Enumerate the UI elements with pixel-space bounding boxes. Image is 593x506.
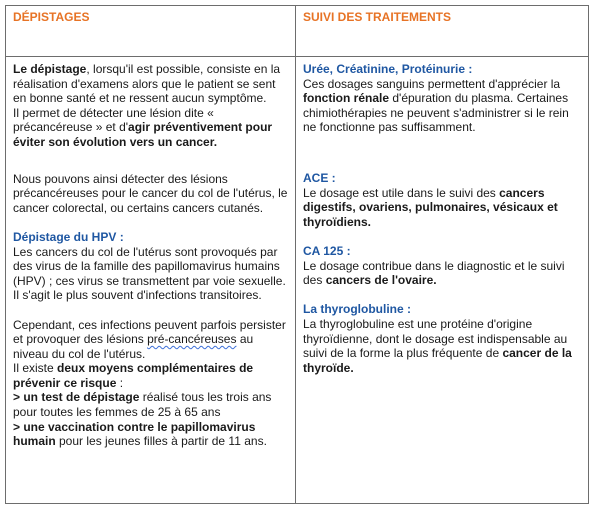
- screening-intro-paragraph: [13, 62, 289, 150]
- precancer-paragraph: Nous pouvons ainsi détecter des lésions précancéreuses pour le cancer du col de l'utérus, le cancer colorectal, ou certains cancers cutanés.: [13, 171, 288, 215]
- bold-text: cancers de l'ovaire.: [325, 273, 437, 288]
- body-text: Ces dosages sanguins permettent d'apprécier la: [303, 76, 561, 91]
- treatment-followup-cell: [296, 57, 589, 504]
- hpv-paragraph: Les cancers du col de l'utérus sont provoqués par des virus de la famille des papillomavirus humains (HPV) ; ces virus se transmettent par voie sexuelle. Il s'agit le plus souvent d'infections transitoires.: [13, 244, 286, 303]
- bold-text: Le dépistage: [13, 62, 87, 76]
- renal-paragraph: [303, 77, 582, 135]
- ca125-paragraph: [303, 259, 582, 288]
- body-text: d'épuration du plasma. Certaines chimiothérapies ne peuvent s'administrer si le rein ne fonctionne pas suffisamment.: [303, 91, 569, 135]
- bold-text: cancers digestifs, ovariens, pulmonaires, vésicaux et thyroïdiens.: [303, 185, 558, 229]
- body-text: , lorsqu'il est possible, consiste en la réalisation d'examens alors que le patient se sent en bonne santé et ne ressent aucun symptôme.: [13, 62, 281, 106]
- ace-section-title: ACE :: [303, 170, 336, 185]
- bold-text: cancer de la thyroïde.: [303, 346, 572, 375]
- thyroglobulin-paragraph: [303, 317, 582, 375]
- thyroglobulin-section-title: La thyroglobuline :: [303, 302, 411, 317]
- header-cell-treatment-followup: [296, 6, 589, 57]
- header-screening: DÉPISTAGES: [13, 10, 90, 24]
- body-text: Cependant, ces infections peuvent parfois persister et provoquer des lésions: [13, 317, 286, 347]
- body-text: au niveau du col de l'utérus.: [13, 332, 254, 361]
- body-text: Le dosage est utile dans le suivi des: [303, 185, 500, 200]
- hpv-section-title: Dépistage du HPV :: [13, 229, 124, 244]
- bold-text: deux moyens complémentaires de prévenir ce risque: [13, 361, 254, 390]
- body-text: pour les jeunes filles à partir de 11 ans.: [55, 434, 267, 449]
- header-row: [6, 6, 589, 57]
- bold-text: > une vaccination contre le papillomavirus humain: [13, 419, 256, 449]
- bold-text: fonction rénale: [303, 91, 390, 106]
- ca125-section-title: CA 125 :: [303, 243, 351, 258]
- body-text: Il existe: [13, 361, 58, 376]
- body-text: La thyroglobuline est une protéine d'origine thyroïdienne, dont le dosage est indispensable au suivi de la forme la plus fréquente de: [303, 316, 568, 361]
- bold-text: > un test de dépistage: [13, 390, 140, 405]
- body-text: Le dosage contribue dans le diagnostic et le suivi des: [303, 258, 565, 288]
- ace-paragraph: [303, 186, 582, 230]
- body-text: :: [116, 375, 124, 390]
- content-row: [6, 57, 589, 504]
- screening-cell: [6, 57, 296, 504]
- hpv-prevention-paragraph: [13, 318, 289, 449]
- body-text: Il permet de détecter une lésion dite « précancéreuse » et d': [13, 105, 214, 135]
- bold-text: agir préventivement pour éviter son évolution vers un cancer.: [13, 120, 273, 149]
- body-text: réalisé tous les trois ans pour toutes les femmes de 25 à 65 ans: [13, 390, 272, 420]
- renal-section-title: Urée, Créatinine, Protéinurie :: [303, 62, 473, 76]
- spellcheck-underlined-word: pré-cancéreuses: [147, 332, 237, 347]
- header-treatment-followup: SUIVI DES TRAITEMENTS: [303, 10, 452, 24]
- info-table: [5, 5, 589, 504]
- header-cell-screening: [6, 6, 296, 57]
